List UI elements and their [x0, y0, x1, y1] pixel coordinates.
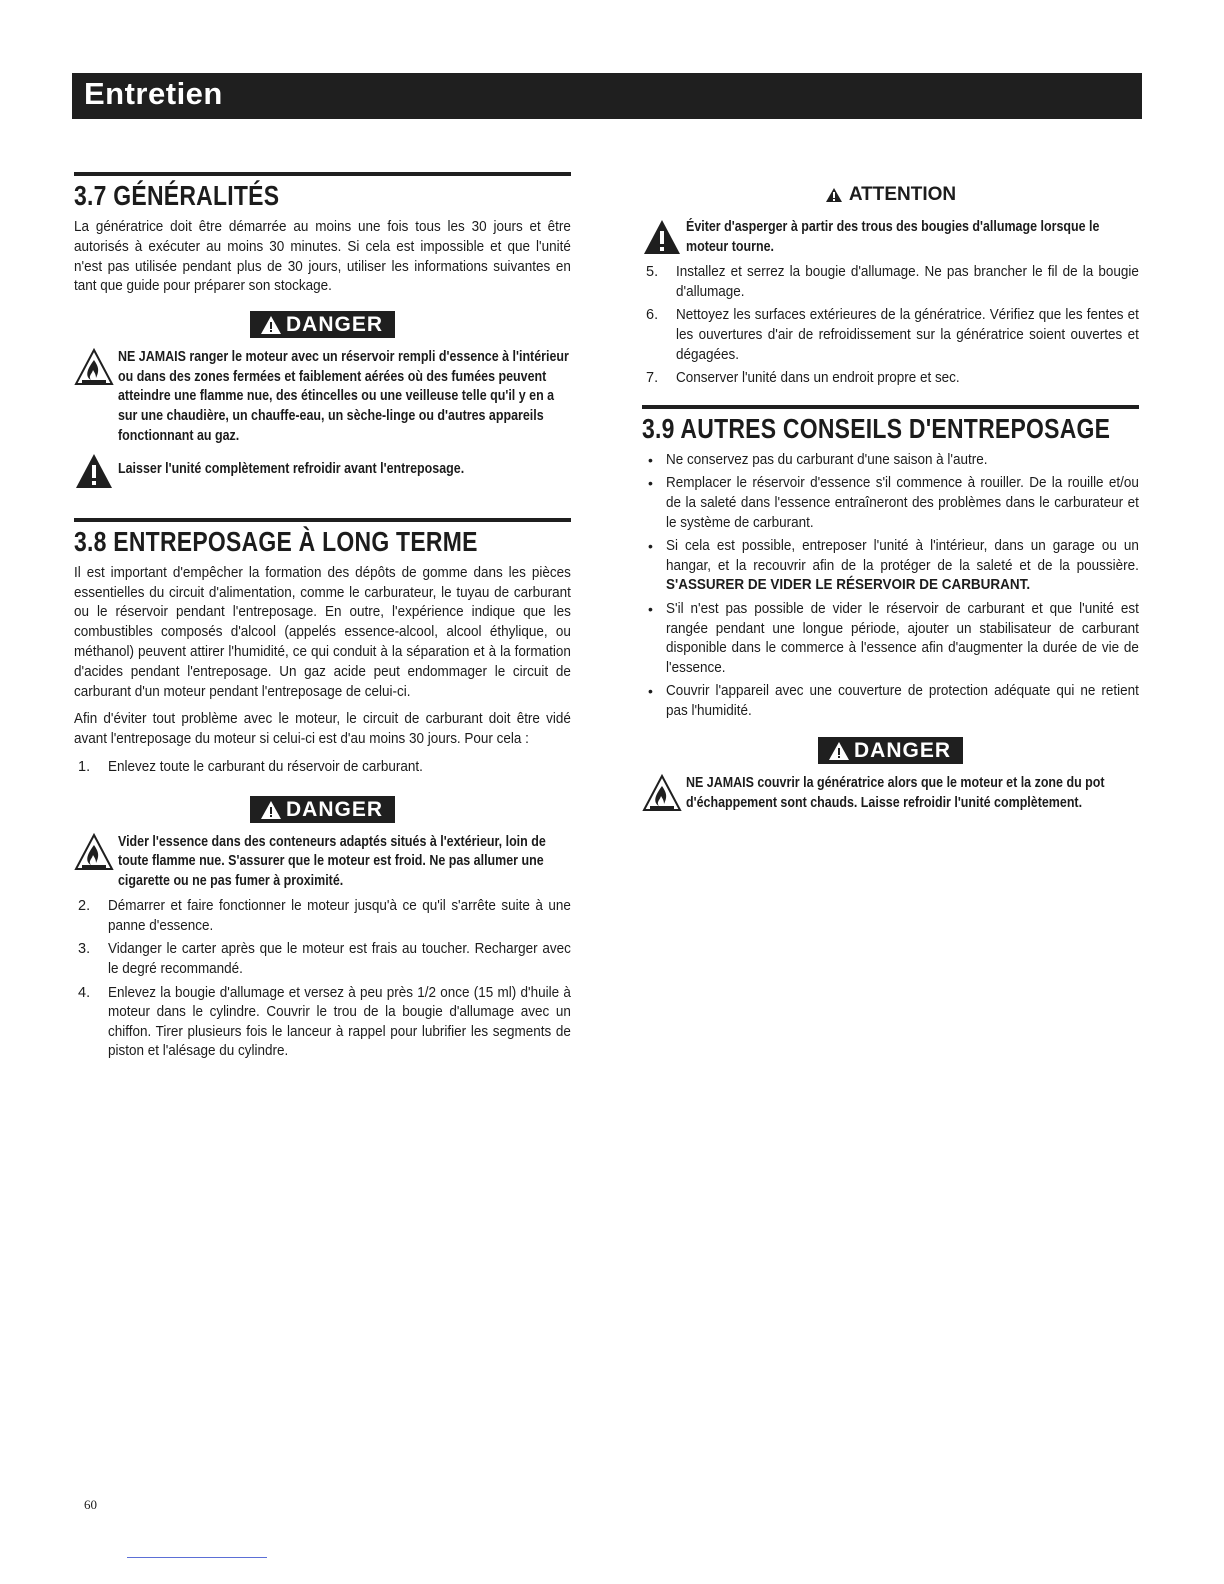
list-item: • Remplacer le réservoir d'essence s'il commence à rouiller. De la rouille et/ou de la saleté dans l'essence entraîneront des problèmes dans le carburateur et le système de carburant.	[648, 475, 1139, 531]
warning-drain-fuel	[74, 833, 571, 892]
warning-text: Laisser l'unité complètement refroidir avant l'entreposage.	[118, 461, 465, 478]
list-item: • Ne conservez pas du carburant d'une saison à l'autre.	[648, 451, 988, 468]
section-3-8-title: 3.8 ENTREPOSAGE À LONG TERME	[74, 525, 478, 557]
section-3-8-body-1: Il est important d'empêcher la formation des dépôts de gomme dans les pièces essentielles du circuit d'alimentation, comme le carburateur, le tuyau de carburant ou le réservoir pendant l'entreposage. En outre, l'expérience indique que les combustibles composés d'alcool (appelés essence-alcool, alcool éthylique, ou méthanol) peuvent attirer l'humidité, ce qui conduit à la séparation et à la formation d'acides pendant l'entreposage. Un gaz acide peut endommager le circuit de carburant d'un moteur pendant l'entreposage de celui-ci.	[74, 564, 571, 700]
attention-heading	[642, 184, 1139, 206]
fire-hazard-icon	[74, 348, 114, 386]
exclamation-warning-icon	[642, 218, 682, 256]
warning-cover-hot	[642, 774, 1139, 813]
warning-text: NE JAMAIS ranger le moteur avec un réservoir rempli d'essence à l'intérieur ou dans des zones fermées et faiblement aérées où des fumées peuvent atteindre une flamme nue, des étincelles ou une veilleuse telle qu'il y en a sur une chaudière, un chauffe-eau, un sèche-linge ou d'autres appareils fonctionnant au gaz.	[118, 349, 569, 444]
list-item: 2. Démarrer et faire fonctionner le moteur jusqu'à ce qu'il s'arrête suite à une panne d'essence.	[78, 898, 571, 934]
section-3-7-header	[74, 172, 571, 212]
list-item: 5. Installez et serrez la bougie d'allumage. Ne pas brancher le fil de la bougie d'allumage.	[646, 264, 1139, 300]
fire-hazard-icon	[642, 774, 682, 812]
danger-banner-1	[74, 311, 571, 338]
danger-banner-3	[642, 737, 1139, 764]
steps-list-1	[74, 758, 571, 778]
left-column	[74, 172, 571, 1066]
warning-text: NE JAMAIS couvrir la génératrice alors que le moteur et la zone du pot d'échappement sont chauds. Laisse refroidir l'unité complètement.	[686, 775, 1105, 812]
exclamation-warning-icon	[74, 452, 114, 490]
footer-divider	[127, 1557, 267, 1558]
list-item: • Couvrir l'appareil avec une couverture de protection adéquate qui ne retient pas l'humidité.	[648, 683, 1139, 719]
section-3-9-title: 3.9 AUTRES CONSEILS D'ENTREPOSAGE	[642, 412, 1111, 444]
danger-label: DANGER	[853, 739, 951, 763]
list-item: 3. Vidanger le carter après que le moteur est frais au toucher. Recharger avec le degré recommandé.	[78, 941, 571, 978]
warning-text: Éviter d'asperger à partir des trous des bougies d'allumage lorsque le moteur tourne.	[686, 219, 1100, 255]
section-banner	[72, 73, 1142, 119]
danger-label: DANGER	[285, 797, 383, 821]
list-item: 6. Nettoyez les surfaces extérieures de la génératrice. Vérifiez que les fentes et les ouvertures d'air de refroidissement sur la génératrice soient ouvertes et dégagées.	[646, 307, 1139, 363]
list-item: • S'il n'est pas possible de vider le réservoir de carburant et que l'unité est rangée pendant une longue période, ajouter un stabilisateur de carburant disponible dans le commerce à l'essence afin d'augmenter la durée de vie de l'essence.	[648, 600, 1139, 676]
danger-banner-2	[74, 796, 571, 823]
banner-title: Entretien	[84, 76, 223, 111]
list-item: • Si cela est possible, entreposer l'unité à l'intérieur, dans un garage ou un hangar, et la recouvrir afin de la protéger de la saleté et de la poussière. S'ASSURER DE VIDER LE RÉSERVOIR DE CARBURANT.	[648, 538, 1139, 594]
section-3-8-body-2: Afin d'éviter tout problème avec le moteur, le circuit de carburant doit être vidé avant l'entreposage du moteur si celui-ci est d'au moins 30 jours. Pour cela :	[74, 711, 571, 748]
warning-cool-down	[74, 452, 571, 480]
warning-text: Vider l'essence dans des conteneurs adaptés situés à l'extérieur, loin de toute flamme nue. S'assurer que le moteur est froid. Ne pas allumer une cigarette ou ne pas fumer à proximité.	[118, 833, 546, 889]
warning-spray	[642, 218, 1139, 257]
section-3-7-body: La génératrice doit être démarrée au moins une fois tous les 30 jours et être autorisés à exécuter au moins 30 minutes. Si cela est impossible et que l'unité n'est pas utilisée pendant plus de 30 jours, utiliser les informations suivantes en tant que guide pour préparer son stockage.	[74, 219, 571, 295]
warning-fire-storage	[74, 348, 571, 446]
alert-triangle-icon	[828, 741, 850, 761]
list-item: 7. Conserver l'unité dans un endroit propre et sec.	[646, 370, 960, 387]
list-item: 4. Enlevez la bougie d'allumage et versez à peu près 1/2 once (15 ml) d'huile à moteur dans le cylindre. Couvrir le trou de la bougie d'allumage avec un chiffon. Tirer plusieurs fois le lanceur à rappel pour lubrifier les segments de piston et l'alésage du cylindre.	[78, 984, 571, 1060]
steps-list-3	[642, 263, 1139, 389]
right-column	[642, 172, 1139, 820]
alert-triangle-icon	[260, 800, 282, 820]
alert-triangle-icon	[825, 187, 843, 203]
list-item: 1. Enlevez toute le carburant du réservoir de carburant.	[78, 758, 423, 775]
danger-label: DANGER	[285, 313, 383, 337]
section-3-7-title: 3.7 GÉNÉRALITÉS	[74, 180, 280, 211]
alert-triangle-icon	[260, 315, 282, 335]
tips-list	[642, 451, 1139, 722]
section-3-9-header	[642, 405, 1139, 445]
section-3-8-header	[74, 518, 571, 558]
attention-label: ATTENTION	[848, 184, 957, 205]
fire-hazard-icon	[74, 833, 114, 871]
page-number: 60	[84, 1497, 97, 1512]
steps-list-2	[74, 897, 571, 1062]
